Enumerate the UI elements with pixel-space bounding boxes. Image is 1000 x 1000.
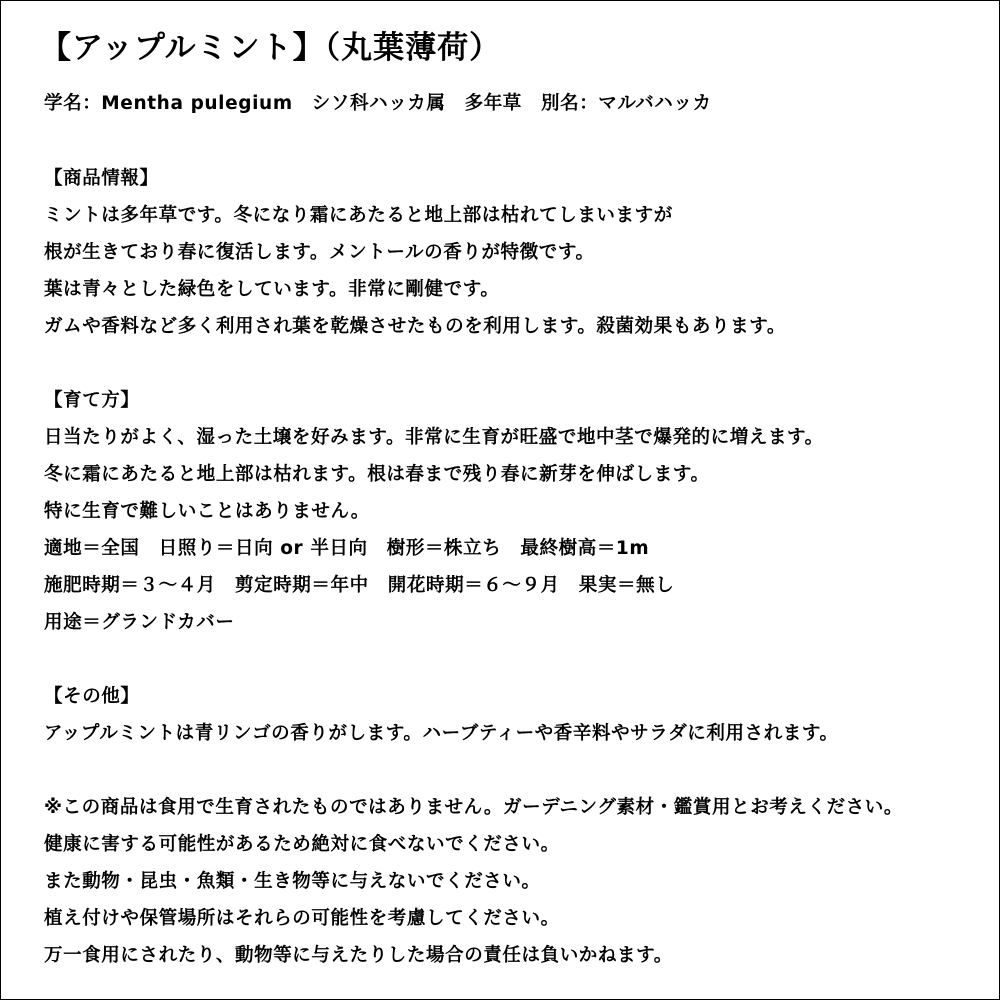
how-to-grow-line: 施肥時期＝３～４月 剪定時期＝年中 開花時期＝６～９月 果実＝無し — [44, 575, 675, 596]
notes-line: ※この商品は食用で生育されたものではありません。ガーデニング素材・鑑賞用とお考えください。 — [44, 797, 903, 818]
notes-line: 万一食用にされたり、動物等に与えたりした場合の責任は負いかねます。 — [44, 945, 673, 966]
how-to-grow-heading: 【育て方】 — [44, 390, 140, 411]
notes-line: また動物・昆虫・魚類・生き物等に与えないでください。 — [44, 871, 541, 892]
other-heading: 【その他】 — [44, 686, 140, 707]
how-to-grow-line: 冬に霜にあたると地上部は枯れます。根は春まで残り春に新芽を伸ばします。 — [44, 464, 710, 485]
product-info-line: 根が生きており春に復活します。メントールの香りが特徴です。 — [44, 242, 595, 263]
product-info-line: ミントは多年草です。冬になり霜にあたると地上部は枯れてしまいますが — [44, 205, 673, 226]
product-info-heading: 【商品情報】 — [44, 168, 159, 189]
how-to-grow-line: 用途＝グランドカバー — [44, 612, 235, 633]
product-info-line: ガムや香料など多く利用され葉を乾燥させたものを利用します。殺菌効果もあります。 — [44, 316, 786, 337]
other-line: アップルミントは青リンゴの香りがします。ハーブティーや香辛料やサラダに利用されます。 — [44, 723, 839, 744]
notes-line: 健康に害する可能性があるため絶対に食べないでください。 — [44, 834, 560, 855]
scientific-name-line: 学名：Mentha pulegium シソ科ハッカ属 多年草 別名：マルバハッカ — [44, 93, 712, 114]
product-info-line: 葉は青々とした緑色をしています。非常に剛健です。 — [44, 279, 500, 300]
how-to-grow-line: 日当たりがよく、湿った土壌を好みます。非常に生育が旺盛で地中茎で爆発的に増えます。 — [44, 427, 824, 448]
page-title: 【アップルミント】（丸葉薄荷） — [40, 30, 502, 66]
notes-line: 植え付けや保管場所はそれらの可能性を考慮してください。 — [44, 908, 560, 929]
how-to-grow-line: 特に生育で難しいことはありません。 — [44, 501, 370, 522]
how-to-grow-line: 適地＝全国 日照り＝日向 or 半日向 樹形＝株立ち 最終樹高＝1m — [44, 538, 650, 559]
